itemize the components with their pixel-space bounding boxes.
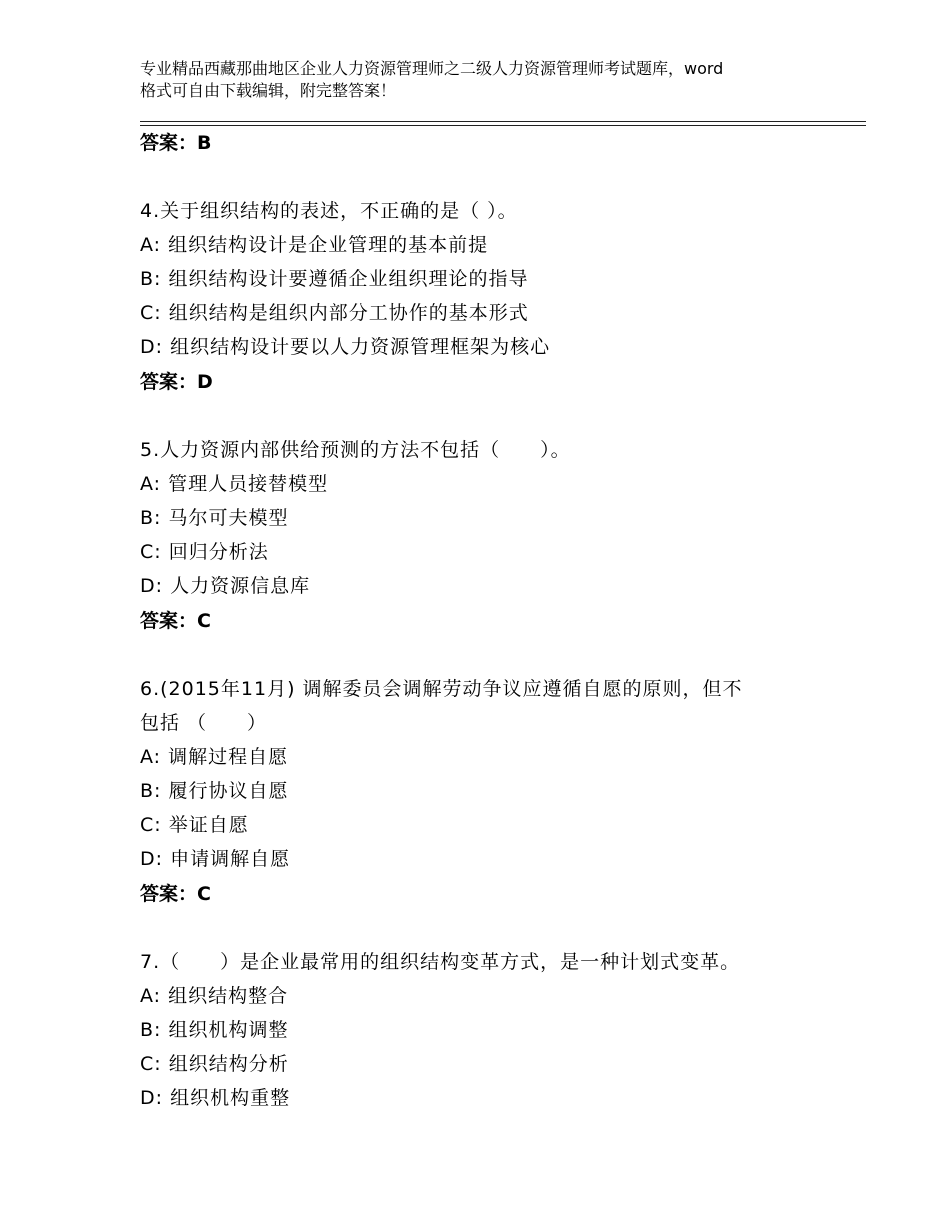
answer-q5: 答案：C xyxy=(140,610,211,632)
document-header xyxy=(140,58,830,102)
question-7-option-d: D: 组织机构重整 xyxy=(140,1087,291,1109)
question-7-option-c: C: 组织结构分析 xyxy=(140,1053,289,1075)
question-6-option-c: C: 举证自愿 xyxy=(140,814,249,836)
question-4-option-a: A: 组织结构设计是企业管理的基本前提 xyxy=(140,234,489,256)
question-6-option-d: D: 申请调解自愿 xyxy=(140,848,291,870)
question-4-option-c: C: 组织结构是组织内部分工协作的基本形式 xyxy=(140,302,529,324)
question-5-stem: 5.人力资源内部供给预测的方法不包括（ ）。 xyxy=(140,439,571,461)
question-5-option-b: B: 马尔可夫模型 xyxy=(140,507,289,529)
question-5-option-c: C: 回归分析法 xyxy=(140,541,269,563)
question-4-option-d: D: 组织结构设计要以人力资源管理框架为核心 xyxy=(140,336,551,358)
header-divider xyxy=(140,121,866,122)
header-line-1: 专业精品西藏那曲地区企业人力资源管理师之二级人力资源管理师考试题库，word xyxy=(140,59,724,78)
header-line-2: 格式可自由下载编辑，附完整答案！ xyxy=(140,81,397,100)
question-5-option-a: A: 管理人员接替模型 xyxy=(140,473,329,495)
answer-q3: 答案：B xyxy=(140,132,212,154)
question-6-option-b: B: 履行协议自愿 xyxy=(140,780,289,802)
header-divider-secondary xyxy=(140,125,866,126)
question-5-option-d: D: 人力资源信息库 xyxy=(140,575,311,597)
question-4-option-b: B: 组织结构设计要遵循企业组织理论的指导 xyxy=(140,268,529,290)
question-6-option-a: A: 调解过程自愿 xyxy=(140,746,289,768)
question-6-stem-line-1: 6.(2015年11月) 调解委员会调解劳动争议应遵循自愿的原则，但不 xyxy=(140,678,743,700)
question-6-stem-line-2: 包括 （ ） xyxy=(140,712,268,734)
question-7-option-a: A: 组织结构整合 xyxy=(140,985,289,1007)
answer-q6: 答案：C xyxy=(140,883,211,905)
answer-q4: 答案：D xyxy=(140,371,213,393)
question-4-stem: 4.关于组织结构的表述，不正确的是（ ）。 xyxy=(140,200,518,222)
question-7-option-b: B: 组织机构调整 xyxy=(140,1019,289,1041)
question-7-stem: 7.（ ）是企业最常用的组织结构变革方式，是一种计划式变革。 xyxy=(140,951,741,973)
